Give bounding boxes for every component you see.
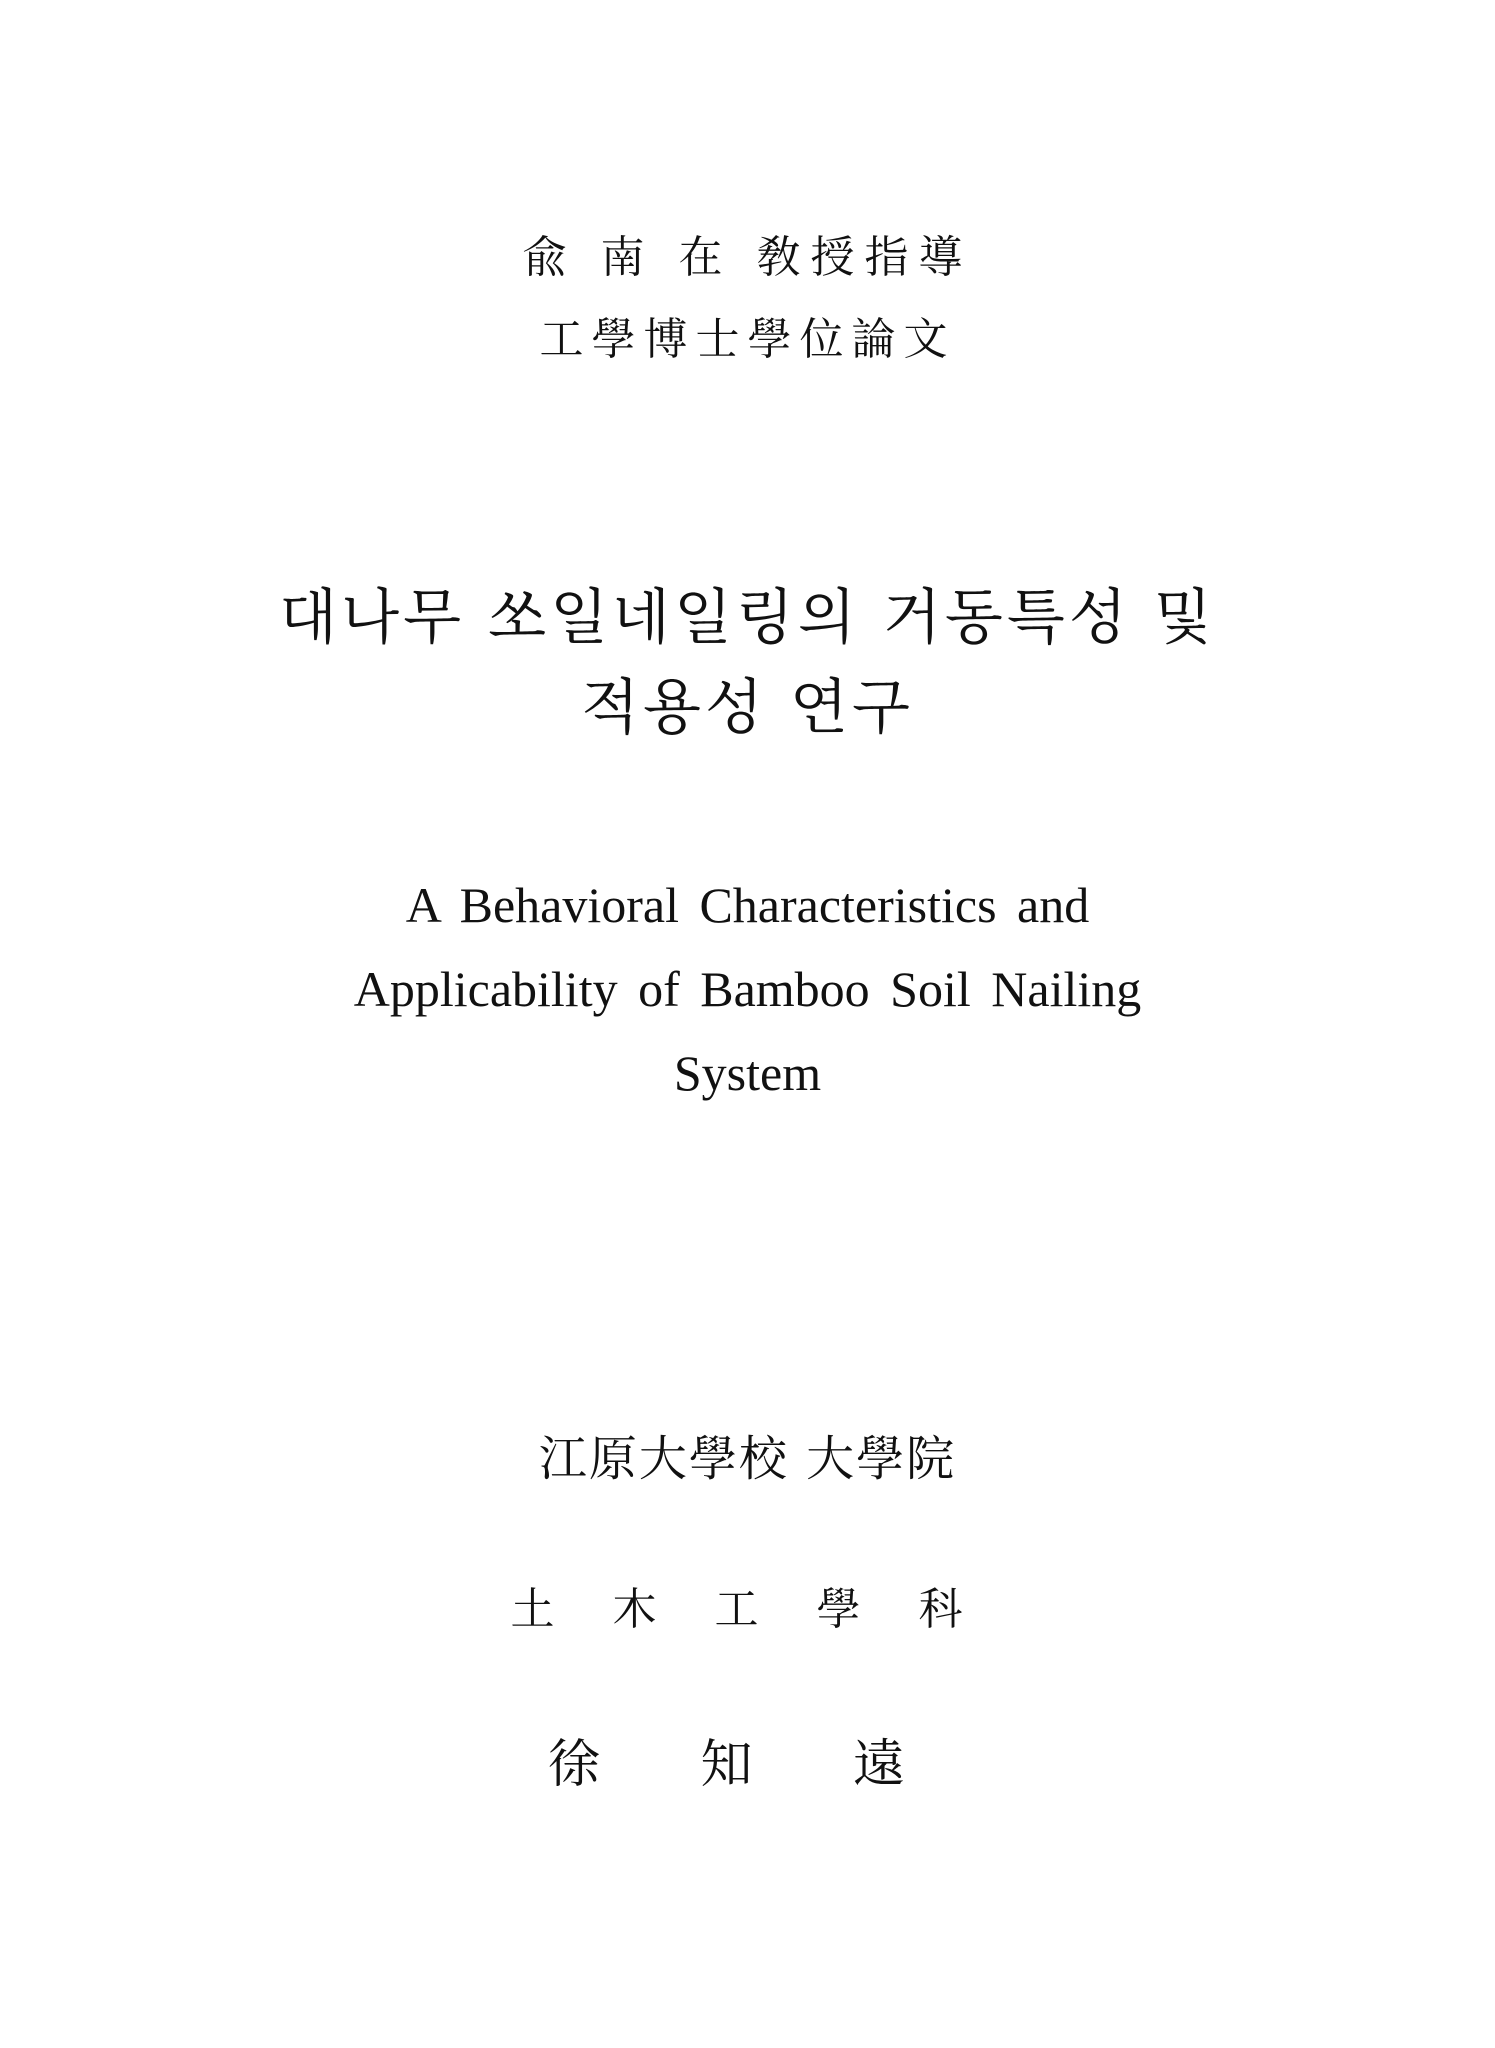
department-name: 土 木 工 學 科 — [510, 1584, 985, 1635]
korean-title-line-2: 적용성 연구 — [581, 673, 914, 743]
degree-line: 工學博士學位論文 — [539, 314, 956, 365]
university-name: 江原大學校 大學院 — [538, 1431, 957, 1487]
advisor-line: 兪 南 在 敎授指導 — [522, 232, 973, 283]
korean-title-line-1: 대나무 쏘일네일링의 거동특성 및 — [279, 583, 1216, 653]
author-name: 徐 知 遠 — [547, 1735, 948, 1795]
english-title-line-3: System — [673, 1045, 822, 1101]
english-title-line-1: A Behavioral Characteristics and — [405, 877, 1090, 933]
english-title-line-2: Applicability of Bamboo Soil Nailing — [353, 961, 1142, 1017]
